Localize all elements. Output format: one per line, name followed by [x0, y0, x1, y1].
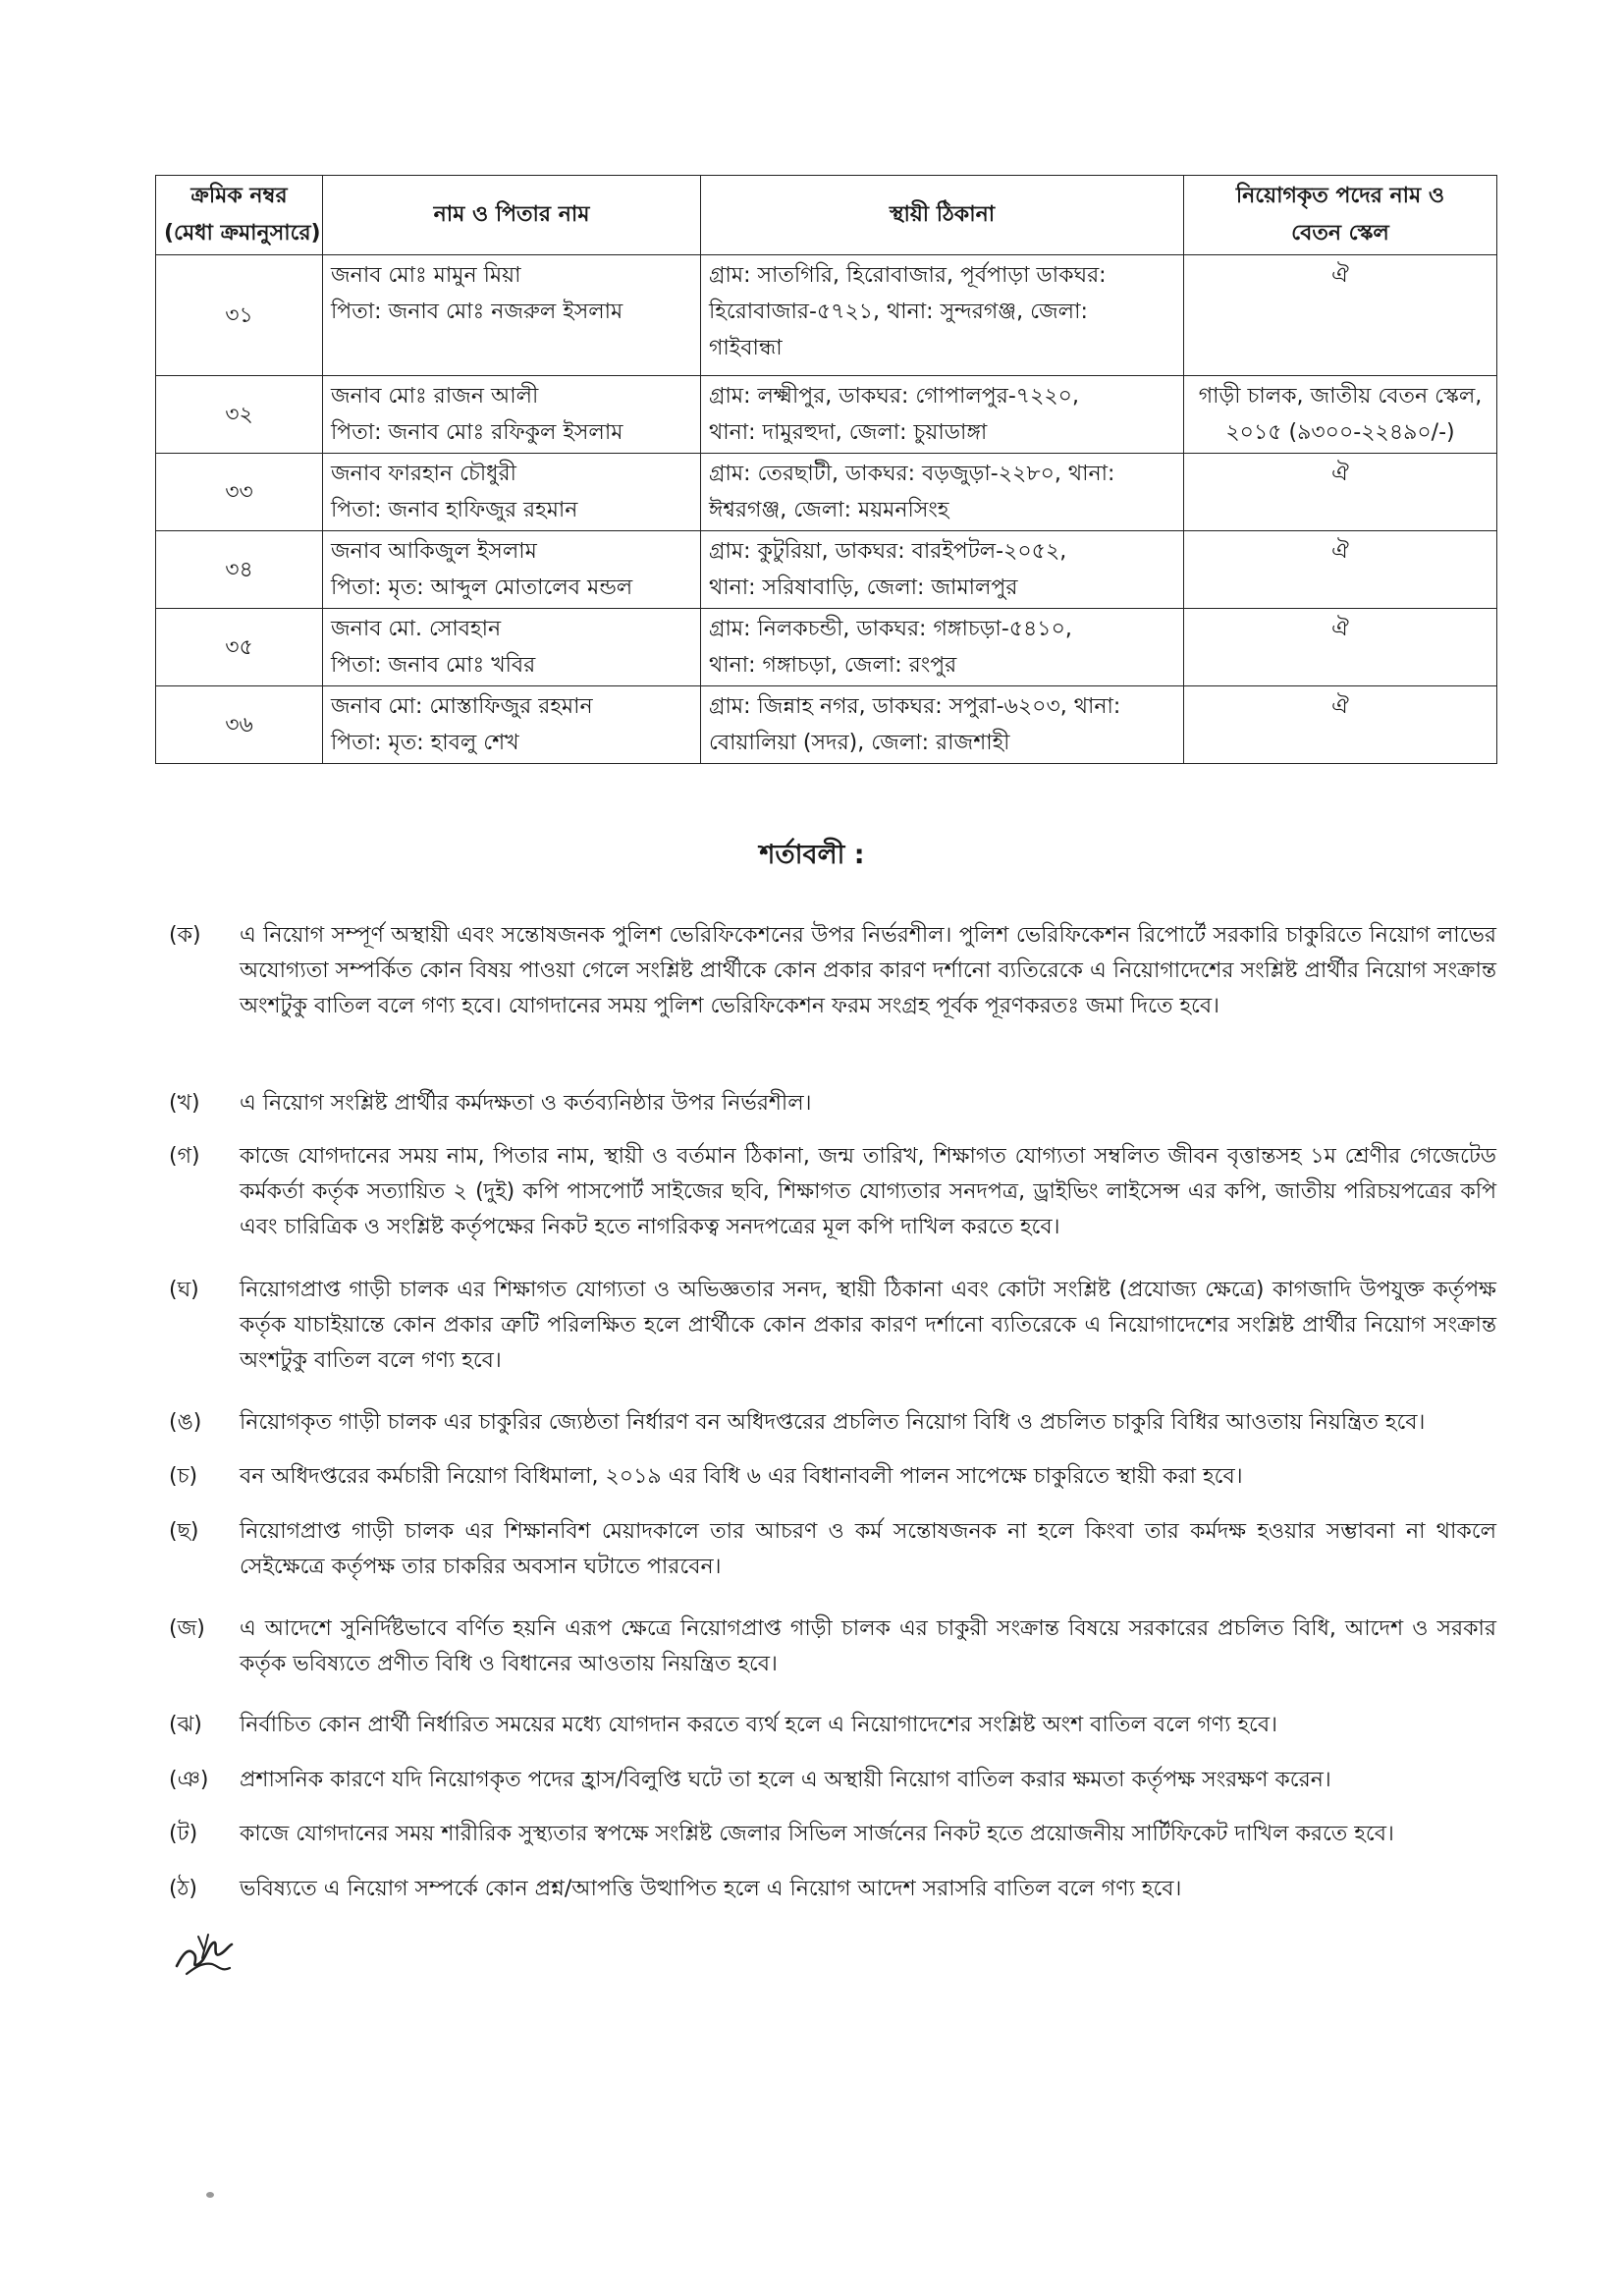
table-row [156, 255, 1497, 376]
address-line: হিরোবাজার-৫৭২১, থানা: সুন্দরগঞ্জ, জেলা: [709, 300, 1088, 324]
condition-text: ভবিষ্যতে এ নিয়োগ সম্পর্কে কোন প্রশ্ন/আপত্তি উত্থাপিত হলে এ নিয়োগ আদেশ সরাসরি বাতিল বলে গণ্য হবে। [240, 1877, 1182, 1901]
condition-text: এ নিয়োগ সংশ্লিষ্ট প্রার্থীর কর্মদক্ষতা ও কর্তব্যনিষ্ঠার উপর নির্ভরশীল। [240, 1091, 812, 1116]
address-line: গ্রাম: সাতগিরি, হিরোবাজার, পূর্বপাড়া ডাকঘর: [709, 263, 1107, 288]
address-line: থানা: গঙ্গাচড়া, জেলা: রংপুর [709, 653, 957, 678]
condition-item [169, 1817, 1496, 1852]
signature-mark [169, 1925, 238, 1984]
father-name: পিতা: মৃত: আব্দুল মোতালেব মন্ডল [331, 575, 633, 600]
table-row [156, 531, 1497, 609]
address-line: গ্রাম: জিন্নাহ নগর, ডাকঘর: সপুরা-৬২০৩, থানা: [709, 694, 1121, 719]
condition-item [169, 1459, 1496, 1495]
condition-text: নিয়োগপ্রাপ্ত গাড়ী চালক এর শিক্ষাগত যোগ্যতা ও অভিজ্ঞতার সনদ, স্থায়ী ঠিকানা এবং কোটা সংশ্লিষ্ট (প্রযোজ্য ক্ষেত্রে) কাগজাদি উপযুক্ত কর্তৃপক্ষ কর্তৃক যাচাইয়ান্তে কোন প্রকার ত্রুটি পরিলক্ষিত হলে প্রার্থীকে কোন প্রকার কারণ দর্শানো ব্যতিরেকে এ নিয়োগাদেশের সংশ্লিষ্ট প্রার্থীর নিয়োগ সংক্রান্ত অংশটুকু বাতিল বলে গণ্য হবে। [240, 1278, 1496, 1373]
condition-item [169, 918, 1496, 1024]
name-cell [323, 255, 701, 376]
table-row [156, 686, 1497, 764]
condition-item [169, 1612, 1496, 1682]
name-cell [323, 376, 701, 454]
father-name: পিতা: মৃত: হাবলু শেখ [331, 731, 519, 755]
post-line: ঐ [1331, 462, 1349, 486]
condition-item [169, 1405, 1496, 1441]
condition-marker: (ঘ) [169, 1278, 199, 1302]
condition-text: কাজে যোগদানের সময় নাম, পিতার নাম, স্থায়ী ও বর্তমান ঠিকানা, জন্ম তারিখ, শিক্ষাগত যোগ্যতা সম্বলিত জীবন বৃত্তান্তসহ ১ম শ্রেণীর গেজেটেড কর্মকর্তা কর্তৃক সত্যায়িত ২ (দুই) কপি পাসপোর্ট সাইজের ছবি, শিক্ষাগত যোগ্যতার সনদপত্র, ড্রাইভিং লাইসেন্স এর কপি, জাতীয় পরিচয়পত্রের কপি এবং চারিত্রিক ও সংশ্লিষ্ট কর্তৃপক্ষের নিকট হতে নাগরিকত্ব সনদপত্রের মূল কপি দাখিল করতে হবে। [240, 1144, 1496, 1239]
post-cell [1184, 255, 1497, 376]
address-line: ঈশ্বরগঞ্জ, জেলা: ময়মনসিংহ [709, 498, 949, 522]
condition-marker: (ক) [169, 923, 201, 948]
paper-speck [206, 2192, 214, 2198]
condition-item [169, 1139, 1496, 1245]
address-line: থানা: সরিষাবাড়ি, জেলা: জামালপুর [709, 575, 1018, 600]
address-line: গাইবান্ধা [709, 336, 783, 360]
header-post: নিয়োগকৃত পদের নাম ও বেতন স্কেল [1184, 176, 1497, 255]
condition-marker: (ঙ) [169, 1410, 202, 1435]
address-line: থানা: দামুরহুদা, জেলা: চুয়াডাঙ্গা [709, 420, 988, 445]
name-cell [323, 531, 701, 609]
appointee-name: জনাব মো: মোস্তাফিজুর রহমান [331, 694, 593, 719]
address-cell [701, 686, 1184, 764]
table-header-row [156, 176, 1497, 255]
condition-marker: (ঞ) [169, 1768, 209, 1792]
condition-item [169, 1708, 1496, 1743]
post-line: ঐ [1331, 263, 1349, 288]
address-line: গ্রাম: নিলকচন্ডী, ডাকঘর: গঙ্গাচড়া-৫৪১০, [709, 617, 1072, 641]
address-line: গ্রাম: লক্ষ্মীপুর, ডাকঘর: গোপালপুর-৭২২০, [709, 384, 1079, 409]
condition-marker: (জ) [169, 1616, 205, 1641]
address-cell [701, 531, 1184, 609]
header-serial: ক্রমিক নম্বর (মেধা ক্রমানুসারে) [156, 176, 323, 255]
serial-cell: ৩৫ [156, 609, 323, 686]
post-line: ঐ [1331, 617, 1349, 641]
appointee-name: জনাব মো. সোবহান [331, 617, 502, 641]
name-cell [323, 686, 701, 764]
header-address: স্থায়ী ঠিকানা [701, 176, 1184, 255]
condition-item [169, 1514, 1496, 1585]
condition-item [169, 1872, 1496, 1907]
serial-cell: ৩১ [156, 255, 323, 376]
post-cell [1184, 376, 1497, 454]
post-line: ঐ [1331, 694, 1349, 719]
address-cell [701, 376, 1184, 454]
condition-text: প্রশাসনিক কারণে যদি নিয়োগকৃত পদের হ্রাস/বিলুপ্তি ঘটে তা হলে এ অস্থায়ী নিয়োগ বাতিল করার ক্ষমতা কর্তৃপক্ষ সংরক্ষণ করেন। [240, 1768, 1331, 1792]
father-name: পিতা: জনাব হাফিজুর রহমান [331, 498, 578, 522]
post-cell [1184, 686, 1497, 764]
condition-text: নিয়োগকৃত গাড়ী চালক এর চাকুরির জ্যেষ্ঠতা নির্ধারণ বন অধিদপ্তরের প্রচলিত নিয়োগ বিধি ও প্রচলিত চাকুরি বিধির আওতায় নিয়ন্ত্রিত হবে। [240, 1410, 1426, 1435]
condition-marker: (ছ) [169, 1519, 199, 1544]
appointee-name: জনাব আকিজুল ইসলাম [331, 539, 537, 564]
serial-cell: ৩৩ [156, 454, 323, 531]
condition-marker: (ঠ) [169, 1877, 197, 1901]
condition-marker: (চ) [169, 1464, 198, 1489]
condition-item [169, 1763, 1496, 1798]
post-line: গাড়ী চালক, জাতীয় বেতন স্কেল, [1198, 384, 1483, 409]
condition-item [169, 1086, 1496, 1121]
condition-marker: (গ) [169, 1144, 200, 1169]
condition-marker: (ঝ) [169, 1713, 202, 1737]
condition-item [169, 1273, 1496, 1379]
appointee-name: জনাব মোঃ রাজন আলী [331, 384, 539, 409]
table-row [156, 609, 1497, 686]
post-cell [1184, 609, 1497, 686]
appointee-table [155, 175, 1497, 764]
condition-text: নিয়োগপ্রাপ্ত গাড়ী চালক এর শিক্ষানবিশ মেয়াদকালে তার আচরণ ও কর্ম সন্তোষজনক না হলে কিংবা তার কর্মদক্ষ হওয়ার সম্ভাবনা না থাকলে সেইক্ষেত্রে কর্তৃপক্ষ তার চাকরির অবসান ঘটাতে পারবেন। [240, 1519, 1496, 1579]
father-name: পিতা: জনাব মোঃ নজরুল ইসলাম [331, 300, 623, 324]
father-name: পিতা: জনাব মোঃ রফিকুল ইসলাম [331, 420, 623, 445]
post-cell [1184, 454, 1497, 531]
condition-text: এ নিয়োগ সম্পূর্ণ অস্থায়ী এবং সন্তোষজনক পুলিশ ভেরিফিকেশনের উপর নির্ভরশীল। পুলিশ ভেরিফিকেশন রিপোর্টে সরকারি চাকুরিতে নিয়োগ লাভের অযোগ্যতা সম্পর্কিত কোন বিষয় পাওয়া গেলে সংশ্লিষ্ট প্রার্থীকে কোন প্রকার কারণ দর্শানো ব্যতিরেকে এ নিয়োগাদেশের সংশ্লিষ্ট প্রার্থীর নিয়োগ সংক্রান্ত অংশটুকু বাতিল বলে গণ্য হবে। যোগদানের সময় পুলিশ ভেরিফিকেশন ফরম সংগ্রহ পূর্বক পূরণকরতঃ জমা দিতে হবে। [240, 923, 1496, 1018]
name-cell [323, 609, 701, 686]
conditions-title: শর্তাবলী : [759, 840, 865, 870]
serial-cell: ৩২ [156, 376, 323, 454]
name-cell [323, 454, 701, 531]
condition-text: নির্বাচিত কোন প্রার্থী নির্ধারিত সময়ের মধ্যে যোগদান করতে ব্যর্থ হলে এ নিয়োগাদেশের সংশ্লিষ্ট অংশ বাতিল বলে গণ্য হবে। [240, 1713, 1277, 1737]
address-cell [701, 609, 1184, 686]
address-cell [701, 454, 1184, 531]
address-cell [701, 255, 1184, 376]
post-cell [1184, 531, 1497, 609]
appointee-name: জনাব ফারহান চৌধুরী [331, 462, 516, 486]
father-name: পিতা: জনাব মোঃ খবির [331, 653, 536, 678]
condition-text: কাজে যোগদানের সময় শারীরিক সুস্থ্যতার স্বপক্ষে সংশ্লিষ্ট জেলার সিভিল সার্জনের নিকট হতে প্রয়োজনীয় সার্টিফিকেট দাখিল করতে হবে। [240, 1822, 1394, 1846]
table-row [156, 454, 1497, 531]
condition-text: বন অধিদপ্তরের কর্মচারী নিয়োগ বিধিমালা, ২০১৯ এর বিধি ৬ এর বিধানাবলী পালন সাপেক্ষে চাকুরিতে স্থায়ী করা হবে। [240, 1464, 1243, 1489]
table-body [156, 255, 1497, 764]
serial-cell: ৩৬ [156, 686, 323, 764]
post-line: ঐ [1331, 539, 1349, 564]
post-line: ২০১৫ (৯৩০০-২২৪৯০/-) [1225, 420, 1455, 445]
table-row [156, 376, 1497, 454]
address-line: বোয়ালিয়া (সদর), জেলা: রাজশাহী [709, 731, 1010, 755]
serial-cell: ৩৪ [156, 531, 323, 609]
header-name: নাম ও পিতার নাম [323, 176, 701, 255]
condition-text: এ আদেশে সুনির্দিষ্টভাবে বর্ণিত হয়নি এরূপ ক্ষেত্রে নিয়োগপ্রাপ্ত গাড়ী চালক এর চাকুরী সংক্রান্ত বিষয়ে সরকারের প্রচলিত বিধি, আদেশ ও সরকার কর্তৃক ভবিষ্যতে প্রণীত বিধি ও বিধানের আওতায় নিয়ন্ত্রিত হবে। [240, 1616, 1496, 1676]
address-line: গ্রাম: কুটুরিয়া, ডাকঘর: বারইপটল-২০৫২, [709, 539, 1067, 564]
condition-marker: (খ) [169, 1091, 200, 1116]
appointee-name: জনাব মোঃ মামুন মিয়া [331, 263, 521, 288]
address-line: গ্রাম: তেরছাটী, ডাকঘর: বড়জুড়া-২২৮০, থানা: [709, 462, 1115, 486]
condition-marker: (ট) [169, 1822, 198, 1846]
